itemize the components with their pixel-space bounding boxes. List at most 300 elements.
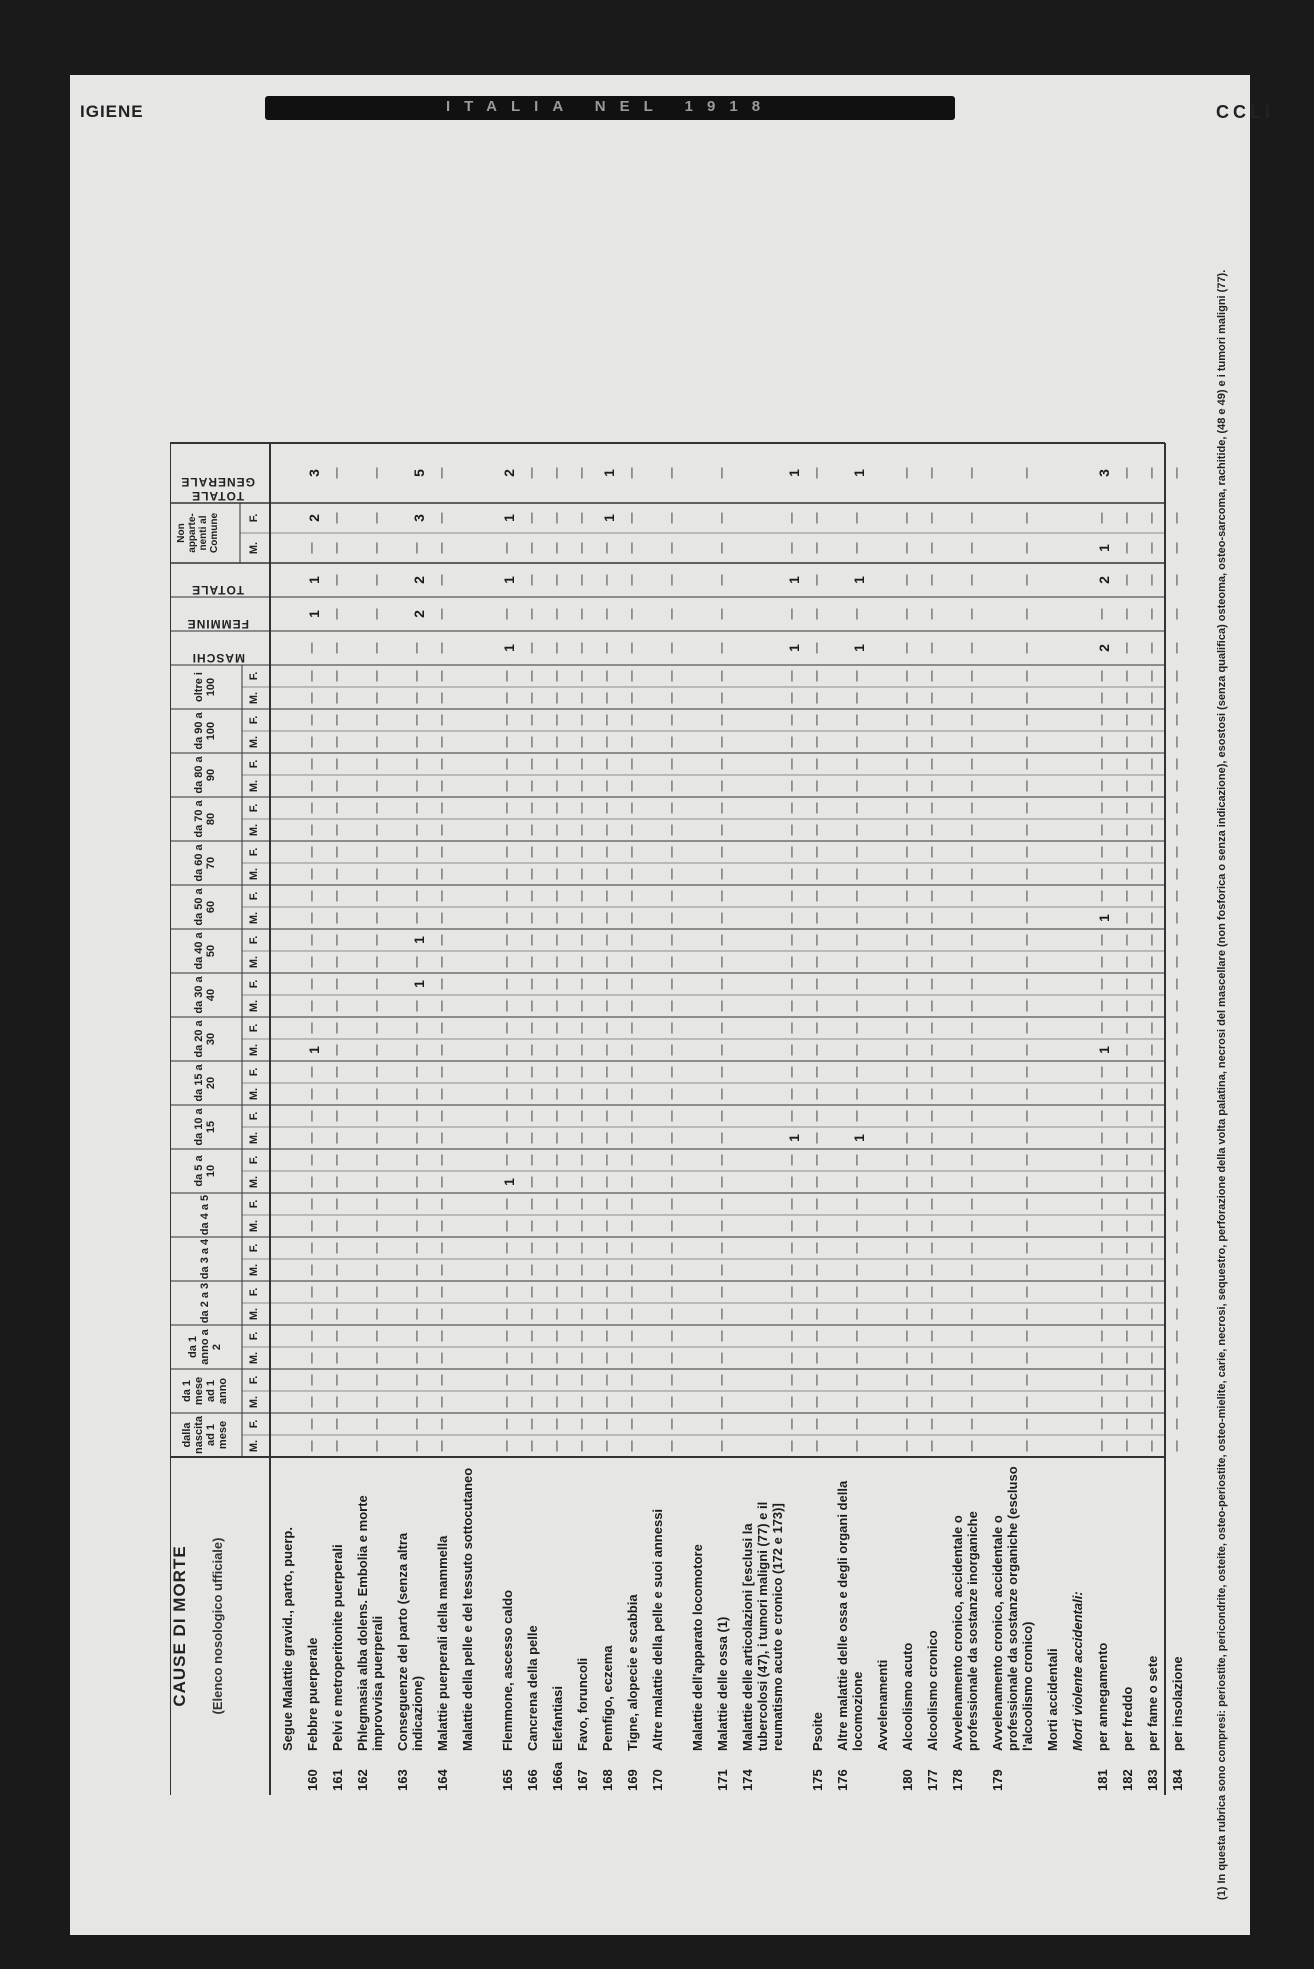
value-cell: — bbox=[331, 1352, 343, 1364]
value-cell: — bbox=[371, 1132, 383, 1144]
value-cell: — bbox=[526, 846, 538, 858]
value-cell: — bbox=[371, 824, 383, 836]
value-cell: — bbox=[786, 934, 798, 946]
value-cell: 1 bbox=[306, 576, 322, 584]
value-cell: — bbox=[901, 978, 913, 990]
value-cell: — bbox=[306, 642, 318, 654]
value-cell: — bbox=[1121, 934, 1133, 946]
value-cell: 1 bbox=[411, 936, 427, 944]
value-cell: — bbox=[966, 1418, 978, 1430]
value-cell: — bbox=[666, 642, 678, 654]
value-cell: — bbox=[786, 868, 798, 880]
value-cell: — bbox=[371, 890, 383, 902]
value-cell: — bbox=[501, 608, 513, 620]
value-cell: — bbox=[1096, 1330, 1108, 1342]
value-cell: — bbox=[526, 868, 538, 880]
value-cell: — bbox=[501, 868, 513, 880]
value-cell: — bbox=[1146, 824, 1158, 836]
value-cell: — bbox=[371, 512, 383, 524]
value-cell: — bbox=[716, 1132, 728, 1144]
value-cell: — bbox=[966, 758, 978, 770]
value-cell: — bbox=[1021, 542, 1033, 554]
row-number: 169 bbox=[625, 1769, 640, 1791]
value-cell: — bbox=[811, 956, 823, 968]
value-cell: — bbox=[436, 692, 448, 704]
value-cell: — bbox=[1021, 1110, 1033, 1122]
value-cell: — bbox=[306, 824, 318, 836]
value-cell: — bbox=[966, 642, 978, 654]
value-cell: — bbox=[436, 1220, 448, 1232]
value-cell: — bbox=[1146, 1242, 1158, 1254]
value-cell: — bbox=[716, 1154, 728, 1166]
value-cell: — bbox=[901, 802, 913, 814]
value-cell: — bbox=[1146, 1374, 1158, 1386]
female-subheader: F. bbox=[248, 1287, 260, 1297]
value-cell: — bbox=[851, 780, 863, 792]
value-cell: — bbox=[501, 890, 513, 902]
value-cell: — bbox=[666, 1022, 678, 1034]
value-cell: — bbox=[716, 780, 728, 792]
cause-label: Alcoolismo cronico bbox=[925, 1630, 940, 1751]
value-cell: — bbox=[306, 1374, 318, 1386]
value-cell: — bbox=[576, 714, 588, 726]
value-cell: — bbox=[306, 1308, 318, 1320]
footnote: (1) In questa rubrica sono compresi: periostite, pericondrite, osteite, osteo-periostite, osteo-mielite, carie, necrosi, sequestro, perforazione della volta palatina, necrosi del mascellare (non fosforica o senza indicazione), esostosi (senza qualifica) osteoma, osteo-sarcoma, rachitide, (48 e 49) e i tumori maligni (77). bbox=[1216, 269, 1228, 1900]
value-cell: — bbox=[716, 1022, 728, 1034]
value-cell: — bbox=[966, 1220, 978, 1232]
value-cell: — bbox=[851, 1066, 863, 1078]
value-cell: — bbox=[786, 692, 798, 704]
value-cell: — bbox=[926, 912, 938, 924]
value-cell: — bbox=[1021, 1088, 1033, 1100]
value-cell: — bbox=[966, 912, 978, 924]
value-cell: — bbox=[1171, 1264, 1183, 1276]
value-cell: — bbox=[501, 912, 513, 924]
totale-header: TOTALE bbox=[191, 583, 245, 597]
value-cell: — bbox=[851, 890, 863, 902]
value-cell: — bbox=[811, 1110, 823, 1122]
value-cell: — bbox=[716, 956, 728, 968]
value-cell: — bbox=[1021, 1154, 1033, 1166]
value-cell: — bbox=[716, 868, 728, 880]
value-cell: — bbox=[901, 912, 913, 924]
value-cell: — bbox=[1021, 758, 1033, 770]
value-cell: — bbox=[851, 824, 863, 836]
value-cell: — bbox=[601, 868, 613, 880]
value-cell: — bbox=[1146, 1220, 1158, 1232]
value-cell: — bbox=[436, 1176, 448, 1188]
value-cell: — bbox=[601, 956, 613, 968]
value-cell: — bbox=[666, 714, 678, 726]
value-cell: — bbox=[331, 1088, 343, 1100]
value-cell: — bbox=[576, 642, 588, 654]
value-cell: — bbox=[966, 780, 978, 792]
value-cell: — bbox=[551, 890, 563, 902]
value-cell: — bbox=[716, 912, 728, 924]
value-cell: 2 bbox=[411, 610, 427, 618]
table-row bbox=[305, 215, 324, 1795]
value-cell: — bbox=[501, 1000, 513, 1012]
value-cell: — bbox=[306, 1220, 318, 1232]
value-cell: — bbox=[1171, 1220, 1183, 1232]
value-cell: — bbox=[901, 956, 913, 968]
value-cell: — bbox=[501, 1440, 513, 1452]
age-column-header: da 1 mese ad 1 anno bbox=[181, 1376, 229, 1406]
value-cell: — bbox=[526, 542, 538, 554]
value-cell: — bbox=[551, 608, 563, 620]
value-cell: — bbox=[551, 1154, 563, 1166]
value-cell: — bbox=[306, 890, 318, 902]
value-cell: — bbox=[1096, 868, 1108, 880]
value-cell: — bbox=[626, 890, 638, 902]
value-cell: — bbox=[501, 736, 513, 748]
value-cell: — bbox=[851, 1044, 863, 1056]
value-cell: — bbox=[501, 780, 513, 792]
value-cell: — bbox=[601, 824, 613, 836]
value-cell: — bbox=[811, 868, 823, 880]
value-cell: — bbox=[436, 978, 448, 990]
value-cell: — bbox=[901, 1044, 913, 1056]
value-cell: — bbox=[716, 467, 728, 479]
value-cell: — bbox=[411, 868, 423, 880]
value-cell: — bbox=[926, 1242, 938, 1254]
value-cell: — bbox=[306, 1176, 318, 1188]
value-cell: — bbox=[1146, 956, 1158, 968]
value-cell: — bbox=[1121, 978, 1133, 990]
value-cell: — bbox=[966, 1154, 978, 1166]
value-cell: — bbox=[1146, 1264, 1158, 1276]
value-cell: — bbox=[811, 890, 823, 902]
value-cell: — bbox=[436, 956, 448, 968]
value-cell: — bbox=[926, 1220, 938, 1232]
row-number: 176 bbox=[835, 1769, 850, 1791]
value-cell: — bbox=[306, 1088, 318, 1100]
value-cell: — bbox=[851, 1220, 863, 1232]
value-cell: — bbox=[331, 978, 343, 990]
value-cell: — bbox=[811, 1352, 823, 1364]
value-cell: — bbox=[666, 467, 678, 479]
value-cell: — bbox=[666, 934, 678, 946]
value-cell: — bbox=[551, 1418, 563, 1430]
value-cell: — bbox=[436, 608, 448, 620]
cause-label: Flemmone, ascesso caldo bbox=[500, 1589, 515, 1751]
value-cell: — bbox=[901, 736, 913, 748]
value-cell: — bbox=[626, 736, 638, 748]
value-cell: 1 bbox=[501, 1178, 517, 1186]
value-cell: — bbox=[626, 1418, 638, 1430]
value-cell: — bbox=[1096, 1066, 1108, 1078]
cause-label: Altre malattie della pelle e suoi annessi bbox=[650, 1508, 665, 1751]
value-cell: — bbox=[436, 1044, 448, 1056]
value-cell: — bbox=[666, 890, 678, 902]
value-cell: — bbox=[1121, 758, 1133, 770]
cause-label: Pemfigo, eczema bbox=[600, 1645, 615, 1751]
value-cell: — bbox=[576, 912, 588, 924]
value-cell: — bbox=[371, 1330, 383, 1342]
value-cell: — bbox=[626, 1000, 638, 1012]
value-cell: — bbox=[626, 1088, 638, 1100]
value-cell: — bbox=[551, 1066, 563, 1078]
value-cell: — bbox=[1146, 780, 1158, 792]
value-cell: — bbox=[1146, 574, 1158, 586]
value-cell: — bbox=[851, 802, 863, 814]
value-cell: — bbox=[1171, 956, 1183, 968]
value-cell: — bbox=[1096, 512, 1108, 524]
value-cell: — bbox=[786, 1440, 798, 1452]
value-cell: — bbox=[811, 1176, 823, 1188]
female-subheader: F. bbox=[248, 1331, 260, 1341]
value-cell: — bbox=[1096, 824, 1108, 836]
value-cell: — bbox=[576, 1198, 588, 1210]
value-cell: — bbox=[716, 1044, 728, 1056]
value-cell: — bbox=[926, 956, 938, 968]
value-cell: — bbox=[1021, 780, 1033, 792]
value-cell: — bbox=[716, 1088, 728, 1100]
value-cell: — bbox=[851, 1022, 863, 1034]
value-cell: — bbox=[501, 758, 513, 770]
value-cell: — bbox=[371, 1308, 383, 1320]
value-cell: — bbox=[851, 1330, 863, 1342]
value-cell: — bbox=[1021, 1132, 1033, 1144]
value-cell: — bbox=[901, 868, 913, 880]
value-cell: — bbox=[626, 912, 638, 924]
value-cell: — bbox=[1171, 1440, 1183, 1452]
value-cell: — bbox=[716, 802, 728, 814]
value-cell: — bbox=[526, 1440, 538, 1452]
value-cell: — bbox=[1021, 670, 1033, 682]
value-cell: — bbox=[1021, 934, 1033, 946]
value-cell: 2 bbox=[1096, 644, 1112, 652]
value-cell: — bbox=[411, 1000, 423, 1012]
value-cell: — bbox=[501, 1022, 513, 1034]
value-cell: — bbox=[601, 608, 613, 620]
value-cell: — bbox=[1096, 1396, 1108, 1408]
value-cell: — bbox=[371, 1418, 383, 1430]
value-cell: — bbox=[526, 1044, 538, 1056]
value-cell: — bbox=[526, 670, 538, 682]
value-cell: — bbox=[786, 978, 798, 990]
value-cell: — bbox=[1096, 1308, 1108, 1320]
value-cell: — bbox=[1021, 1308, 1033, 1320]
value-cell: — bbox=[626, 642, 638, 654]
value-cell: — bbox=[786, 1352, 798, 1364]
value-cell: — bbox=[331, 1198, 343, 1210]
value-cell: — bbox=[601, 1066, 613, 1078]
value-cell: — bbox=[1021, 1176, 1033, 1188]
value-cell: — bbox=[1021, 956, 1033, 968]
value-cell: — bbox=[1021, 1044, 1033, 1056]
value-cell: — bbox=[851, 542, 863, 554]
value-cell: — bbox=[626, 1198, 638, 1210]
table-row bbox=[575, 215, 594, 1795]
value-cell: — bbox=[926, 512, 938, 524]
value-cell: — bbox=[716, 1110, 728, 1122]
female-subheader: F. bbox=[248, 891, 260, 901]
value-cell: — bbox=[1096, 1264, 1108, 1276]
value-cell: — bbox=[436, 846, 448, 858]
value-cell: — bbox=[1146, 736, 1158, 748]
value-cell: — bbox=[901, 1110, 913, 1122]
value-cell: — bbox=[551, 736, 563, 748]
value-cell: — bbox=[526, 467, 538, 479]
row-number: 182 bbox=[1120, 1769, 1135, 1791]
value-cell: — bbox=[626, 1330, 638, 1342]
row-number: 166 bbox=[525, 1769, 540, 1791]
male-subheader: M. bbox=[248, 1219, 260, 1233]
value-cell: — bbox=[331, 1440, 343, 1452]
value-cell: — bbox=[1171, 824, 1183, 836]
value-cell: — bbox=[786, 802, 798, 814]
value-cell: — bbox=[436, 467, 448, 479]
value-cell: — bbox=[901, 1022, 913, 1034]
value-cell: — bbox=[666, 1176, 678, 1188]
male-subheader: M. bbox=[248, 999, 260, 1013]
value-cell: — bbox=[1121, 1440, 1133, 1452]
female-subheader: F. bbox=[248, 979, 260, 989]
value-cell: — bbox=[576, 542, 588, 554]
value-cell: — bbox=[1021, 978, 1033, 990]
value-cell: — bbox=[811, 1022, 823, 1034]
value-cell: — bbox=[626, 1396, 638, 1408]
value-cell: — bbox=[901, 1374, 913, 1386]
value-cell: — bbox=[371, 1374, 383, 1386]
value-cell: — bbox=[901, 824, 913, 836]
value-cell: — bbox=[666, 824, 678, 836]
value-cell: — bbox=[716, 1440, 728, 1452]
table-row bbox=[900, 215, 919, 1795]
age-column-header: oltre i 100 bbox=[193, 672, 217, 702]
value-cell: — bbox=[501, 1066, 513, 1078]
value-cell: — bbox=[901, 846, 913, 858]
value-cell: — bbox=[601, 1000, 613, 1012]
cause-label: Phlegmasia alba dolens. Embolia e morte improvvisa puerperali bbox=[355, 1495, 385, 1751]
value-cell: — bbox=[601, 1264, 613, 1276]
value-cell: — bbox=[411, 1352, 423, 1364]
value-cell: — bbox=[551, 1000, 563, 1012]
value-cell: — bbox=[1096, 1000, 1108, 1012]
value-cell: — bbox=[551, 1264, 563, 1276]
value-cell: — bbox=[1096, 1220, 1108, 1232]
value-cell: — bbox=[626, 868, 638, 880]
value-cell: — bbox=[1121, 1176, 1133, 1188]
value-cell: — bbox=[966, 467, 978, 479]
table-row bbox=[1095, 215, 1114, 1795]
maschi-header: MASCHI bbox=[191, 651, 245, 665]
value-cell: — bbox=[851, 1396, 863, 1408]
age-column-header: da 15 a 20 bbox=[193, 1064, 217, 1102]
table-row bbox=[810, 215, 829, 1795]
cause-label: per insolazione bbox=[1170, 1656, 1185, 1751]
value-cell: — bbox=[331, 1220, 343, 1232]
cause-label: Alcoolismo acuto bbox=[900, 1642, 915, 1751]
value-cell: — bbox=[501, 846, 513, 858]
value-cell: — bbox=[811, 1308, 823, 1320]
value-cell: — bbox=[966, 1022, 978, 1034]
value-cell: — bbox=[551, 542, 563, 554]
female-subheader: F. bbox=[248, 1023, 260, 1033]
value-cell: — bbox=[1021, 1440, 1033, 1452]
table-row bbox=[1145, 215, 1164, 1795]
value-cell: — bbox=[601, 736, 613, 748]
value-cell: — bbox=[1121, 890, 1133, 902]
value-cell: — bbox=[1171, 1044, 1183, 1056]
value-cell: — bbox=[1171, 1308, 1183, 1320]
value-cell: — bbox=[576, 1286, 588, 1298]
value-cell: — bbox=[576, 1264, 588, 1276]
value-cell: — bbox=[551, 1440, 563, 1452]
value-cell: — bbox=[576, 670, 588, 682]
value-cell: — bbox=[436, 1022, 448, 1034]
value-cell: — bbox=[786, 890, 798, 902]
value-cell: — bbox=[851, 1352, 863, 1364]
value-cell: — bbox=[1171, 758, 1183, 770]
value-cell: — bbox=[601, 670, 613, 682]
row-number: 163 bbox=[395, 1769, 410, 1791]
value-cell: 3 bbox=[1096, 469, 1112, 477]
male-subheader: M. bbox=[248, 691, 260, 705]
value-cell: — bbox=[306, 934, 318, 946]
male-subheader: M. bbox=[248, 1439, 260, 1453]
value-cell: — bbox=[371, 542, 383, 554]
value-cell: — bbox=[1146, 1418, 1158, 1430]
value-cell: — bbox=[1121, 736, 1133, 748]
female-subheader: F. bbox=[248, 803, 260, 813]
value-cell: — bbox=[811, 1396, 823, 1408]
value-cell: — bbox=[331, 1110, 343, 1122]
value-cell: — bbox=[436, 1440, 448, 1452]
row-number: 161 bbox=[330, 1769, 345, 1791]
value-cell: — bbox=[966, 512, 978, 524]
value-cell: — bbox=[901, 890, 913, 902]
male-subheader: M. bbox=[248, 911, 260, 925]
value-cell: — bbox=[786, 1418, 798, 1430]
cause-label: Malattie puerperali della mammella bbox=[435, 1535, 450, 1751]
value-cell: — bbox=[966, 802, 978, 814]
value-cell: — bbox=[926, 736, 938, 748]
age-column-header: da 50 a 60 bbox=[193, 888, 217, 926]
value-cell: — bbox=[1121, 642, 1133, 654]
table-row bbox=[280, 215, 299, 1795]
value-cell: — bbox=[371, 1264, 383, 1276]
value-cell: — bbox=[966, 934, 978, 946]
value-cell: — bbox=[1121, 1198, 1133, 1210]
value-cell: — bbox=[966, 1286, 978, 1298]
value-cell: — bbox=[966, 846, 978, 858]
value-cell: — bbox=[1146, 1044, 1158, 1056]
value-cell: — bbox=[306, 714, 318, 726]
value-cell: — bbox=[576, 1000, 588, 1012]
value-cell: — bbox=[901, 1154, 913, 1166]
value-cell: — bbox=[371, 758, 383, 770]
value-cell: — bbox=[716, 1330, 728, 1342]
value-cell: — bbox=[901, 1000, 913, 1012]
value-cell: — bbox=[576, 736, 588, 748]
value-cell: — bbox=[666, 1418, 678, 1430]
value-cell: — bbox=[1096, 890, 1108, 902]
value-cell: — bbox=[526, 1132, 538, 1144]
value-cell: — bbox=[331, 890, 343, 902]
value-cell: — bbox=[411, 1286, 423, 1298]
value-cell: — bbox=[526, 1176, 538, 1188]
value-cell: — bbox=[626, 1286, 638, 1298]
value-cell: — bbox=[1121, 670, 1133, 682]
value-cell: — bbox=[666, 1110, 678, 1122]
value-cell: — bbox=[331, 512, 343, 524]
value-cell: — bbox=[666, 1374, 678, 1386]
value-cell: — bbox=[526, 978, 538, 990]
value-cell: 1 bbox=[411, 980, 427, 988]
value-cell: — bbox=[1121, 1330, 1133, 1342]
